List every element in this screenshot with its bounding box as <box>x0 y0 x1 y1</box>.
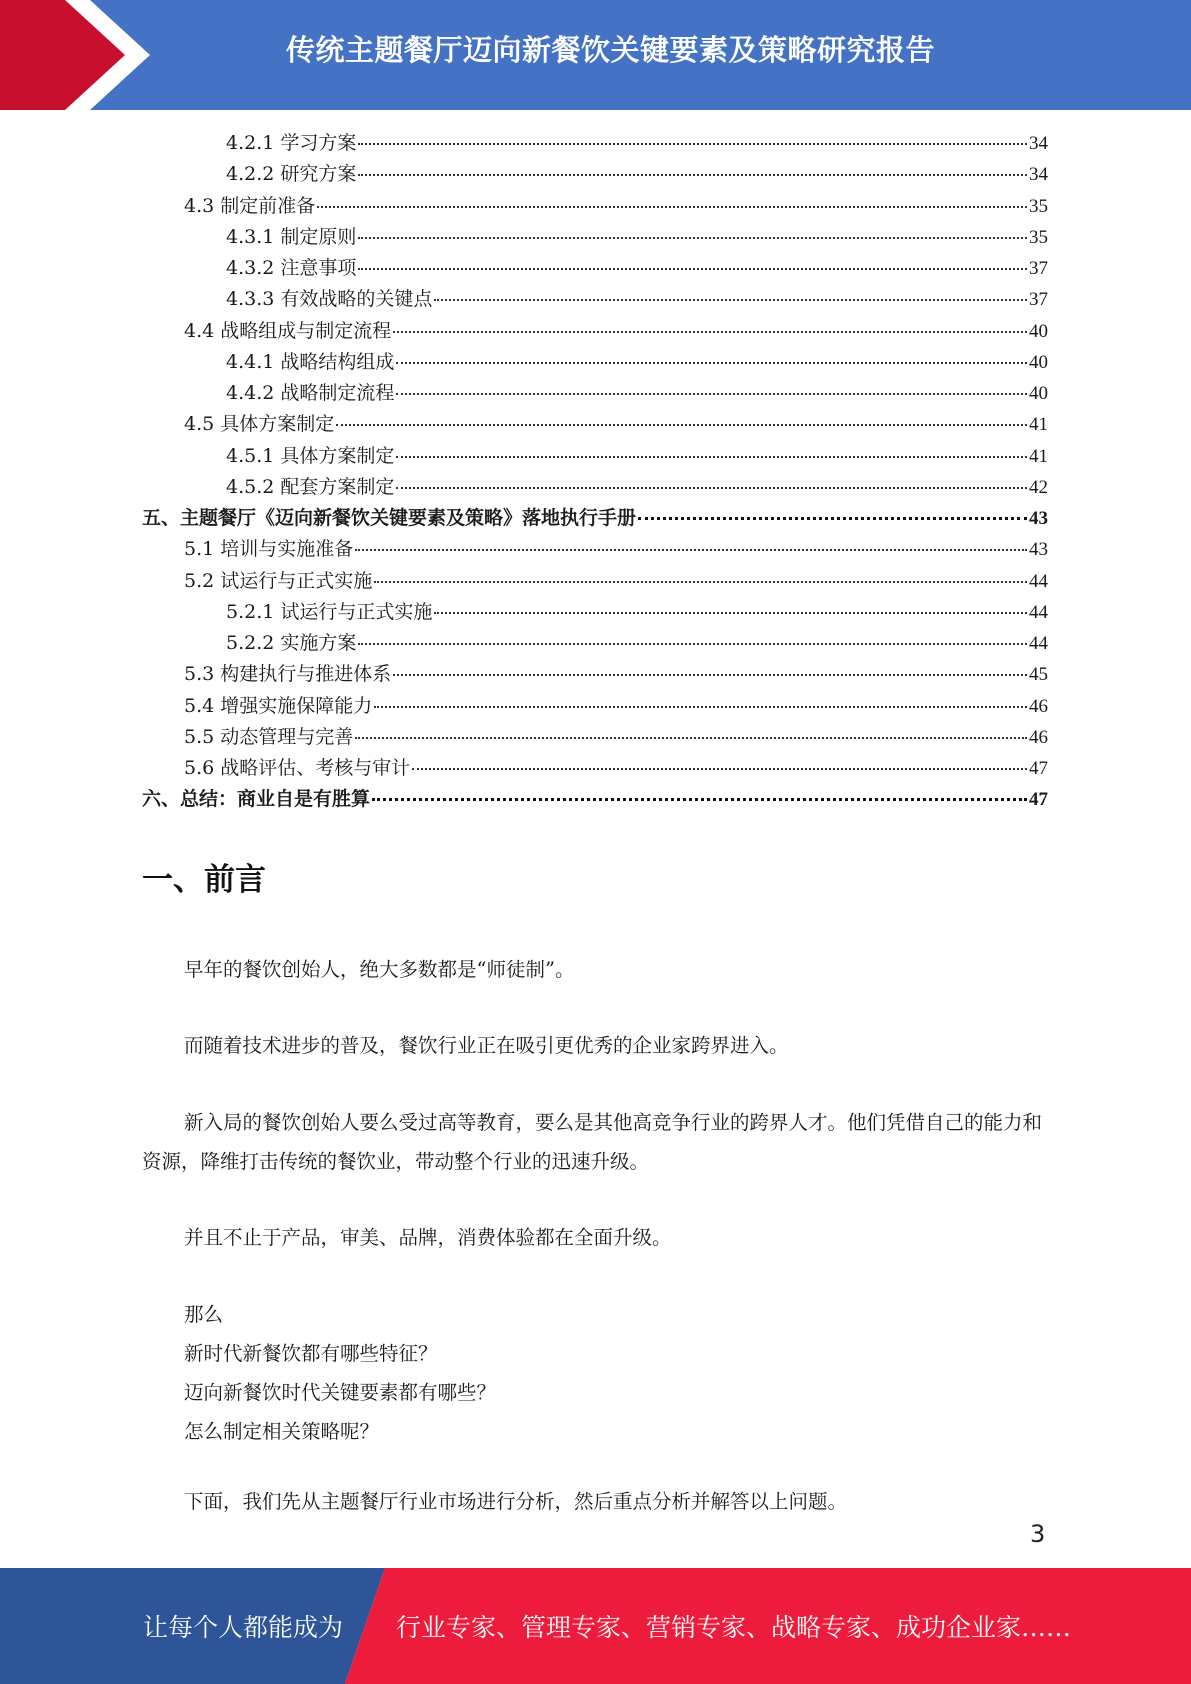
toc-entry-page: 44 <box>1029 601 1048 623</box>
toc-entry-page: 47 <box>1029 789 1048 811</box>
toc-entry-page: 41 <box>1029 414 1048 436</box>
toc-entry-page: 35 <box>1029 226 1048 248</box>
page-footer <box>0 1568 1191 1684</box>
paragraph: 并且不止于产品，审美、品牌，消费体验都在全面升级。 <box>184 1226 672 1249</box>
toc-leader-dots <box>317 205 1027 208</box>
toc-entry-label: 4.2.2 研究方案 <box>226 163 357 186</box>
toc-leader-dots <box>374 705 1027 708</box>
preface-body <box>142 1103 1048 1181</box>
toc-entry-page: 35 <box>1029 195 1048 217</box>
toc-entry[interactable] <box>142 659 1048 690</box>
question-list <box>142 1295 1048 1451</box>
paragraph: 新入局的餐饮创始人要么受过高等教育，要么是其他高竞争行业的跨界人才。他们凭借自己的能力和资源，降维打击传统的餐饮业，带动整个行业的迅速升级。 <box>142 1111 1043 1173</box>
preface-body <box>142 1482 1048 1521</box>
toc-entry[interactable] <box>142 284 1048 315</box>
toc-entry[interactable] <box>142 128 1048 159</box>
toc-entry-label: 5.6 战略评估、考核与审计 <box>184 757 411 779</box>
toc-entry[interactable] <box>142 472 1048 503</box>
toc-entry[interactable] <box>142 722 1048 753</box>
toc-entry[interactable] <box>142 159 1048 190</box>
toc-leader-dots <box>434 298 1027 301</box>
toc-entry-page: 43 <box>1029 508 1048 529</box>
toc-entry-page: 47 <box>1029 758 1048 779</box>
paragraph: 早年的餐饮创始人，绝大多数都是“师徒制”。 <box>184 958 575 981</box>
toc-leader-dots <box>396 486 1027 489</box>
toc-entry[interactable] <box>142 784 1048 815</box>
toc-entry-label: 4.5.1 具体方案制定 <box>226 444 395 467</box>
toc-entry-page: 44 <box>1029 570 1048 592</box>
toc-entry-page: 34 <box>1029 164 1048 186</box>
toc-entry-page: 40 <box>1029 320 1048 342</box>
preface-body <box>142 1218 1048 1257</box>
preface-body <box>142 950 1048 989</box>
toc-entry[interactable] <box>142 628 1048 659</box>
toc-entry-label: 4.2.1 学习方案 <box>226 132 357 154</box>
toc-entry-label: 4.3.1 制定原则 <box>226 225 357 248</box>
toc-entry[interactable] <box>142 378 1048 409</box>
toc-leader-dots <box>374 580 1027 583</box>
toc-leader-dots <box>358 236 1027 239</box>
toc-entry[interactable] <box>142 503 1048 534</box>
toc-entry[interactable] <box>142 534 1048 565</box>
question-line: 怎么制定相关策略呢？ <box>184 1420 380 1443</box>
toc-entry[interactable] <box>142 441 1048 472</box>
paragraph: 而随着技术进步的普及，餐饮行业正在吸引更优秀的企业家跨界进入。 <box>184 1034 789 1057</box>
toc-entry-label: 4.5 具体方案制定 <box>184 413 335 436</box>
toc-entry-page: 37 <box>1029 258 1048 279</box>
toc-entry[interactable] <box>142 347 1048 378</box>
toc-entry-label: 5.3 构建执行与推进体系 <box>184 663 392 686</box>
toc-entry[interactable] <box>142 191 1048 222</box>
page-number: 3 <box>1030 1520 1046 1548</box>
toc-entry-label: 5.2.1 试运行与正式实施 <box>226 600 433 623</box>
toc-leader-dots <box>336 423 1027 426</box>
toc-entry-page: 34 <box>1029 133 1048 154</box>
toc-entry-page: 44 <box>1029 633 1048 654</box>
toc-leader-dots <box>393 673 1027 676</box>
toc-entry-page: 46 <box>1029 695 1048 717</box>
toc-entry[interactable] <box>142 222 1048 253</box>
section-heading: 一、前言 <box>142 862 266 898</box>
report-title: 传统主题餐厅迈向新餐饮关键要素及策略研究报告 <box>285 33 935 67</box>
paragraph: 下面，我们先从主题餐厅行业市场进行分析，然后重点分析并解答以上问题。 <box>184 1490 848 1513</box>
question-line: 迈向新餐饮时代关键要素都有哪些？ <box>184 1381 497 1404</box>
question-line: 那么 <box>184 1303 224 1326</box>
toc-entry-label: 5.1 培训与实施准备 <box>184 538 354 561</box>
preface-body <box>142 1026 1048 1065</box>
toc-entry-page: 40 <box>1029 383 1048 404</box>
toc-leader-dots <box>412 767 1027 770</box>
toc-entry-label: 4.3.2 注意事项 <box>226 257 357 279</box>
question-line: 新时代新餐饮都有哪些特征？ <box>184 1342 438 1365</box>
toc-entry-label: 4.3 制定前准备 <box>184 194 316 217</box>
toc-entry-page: 42 <box>1029 476 1048 498</box>
footer-slogan-right: 行业专家、管理专家、营销专家、战略专家、成功企业家…… <box>396 1613 1072 1642</box>
toc-entry[interactable] <box>142 316 1048 347</box>
toc-entry-page: 41 <box>1029 445 1048 467</box>
toc-entry[interactable] <box>142 691 1048 722</box>
toc-entry-label: 5.2 试运行与正式实施 <box>184 569 373 592</box>
toc-leader-dots <box>355 736 1027 739</box>
toc-entry-page: 37 <box>1029 289 1048 311</box>
toc-entry-page: 43 <box>1029 539 1048 561</box>
toc-entry-label: 六、总结：商业自是有胜算 <box>142 788 371 811</box>
toc-leader-dots <box>358 173 1027 176</box>
toc-entry-label: 4.4.1 战略结构组成 <box>226 350 395 373</box>
toc-entry[interactable] <box>142 753 1048 784</box>
toc-leader-dots <box>358 267 1027 270</box>
toc-leader-dots <box>434 611 1027 614</box>
toc-leader-dots <box>358 642 1027 645</box>
toc-entry-label: 4.4.2 战略制定流程 <box>226 382 395 404</box>
toc-leader-dots <box>396 455 1027 458</box>
toc-leader-dots <box>396 361 1027 364</box>
toc-entry[interactable] <box>142 597 1048 628</box>
toc-entry-label: 5.5 动态管理与完善 <box>184 725 354 748</box>
toc-entry-page: 46 <box>1029 726 1048 748</box>
toc-entry-page: 45 <box>1029 664 1048 686</box>
toc-entry-label: 4.4 战略组成与制定流程 <box>184 319 392 342</box>
toc-leader-dots <box>393 330 1027 333</box>
toc-entry-label: 5.2.2 实施方案 <box>226 632 357 654</box>
toc-leader-dots <box>372 797 1027 801</box>
toc-entry[interactable] <box>142 566 1048 597</box>
toc-entry-label: 4.5.2 配套方案制定 <box>226 475 395 498</box>
toc-leader-dots <box>638 516 1027 520</box>
toc-leader-dots <box>358 142 1027 145</box>
toc-leader-dots <box>355 548 1027 551</box>
footer-slogan-left: 让每个人都能成为 <box>143 1613 344 1642</box>
toc-entry[interactable] <box>142 253 1048 284</box>
page-header <box>0 0 1191 110</box>
toc-entry[interactable] <box>142 409 1048 440</box>
toc-entry-label: 5.4 增强实施保障能力 <box>184 694 373 717</box>
toc-leader-dots <box>396 392 1027 395</box>
table-of-contents <box>142 128 1048 816</box>
toc-entry-label: 五、主题餐厅《迈向新餐饮关键要素及策略》落地执行手册 <box>142 507 637 529</box>
toc-entry-label: 4.3.3 有效战略的关键点 <box>226 288 433 311</box>
toc-entry-page: 40 <box>1029 351 1048 373</box>
